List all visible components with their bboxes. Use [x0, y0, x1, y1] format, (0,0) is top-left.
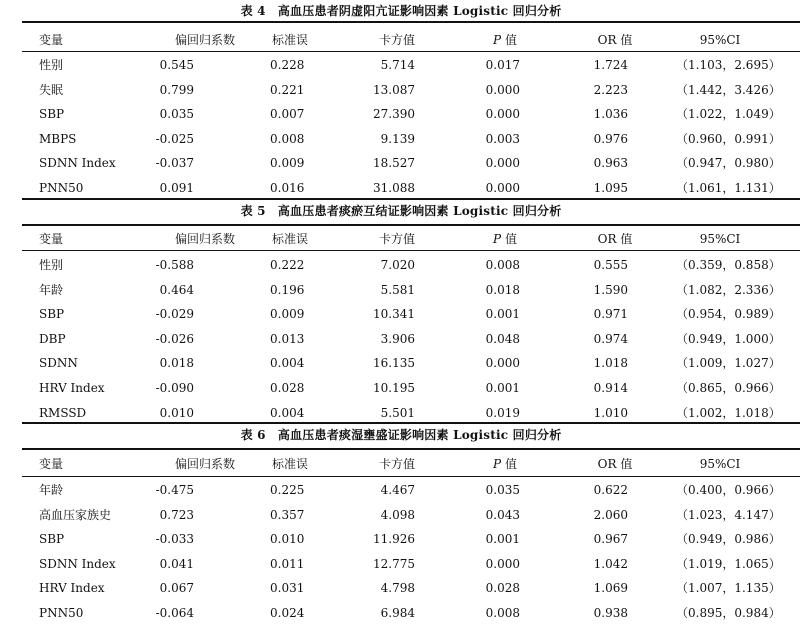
cell-ci: （0.954，0.989） — [676, 307, 781, 322]
cell-variable: 失眠 — [39, 82, 64, 97]
cell-p-value: 0.003 — [485, 131, 520, 146]
cell-std-error: 0.221 — [270, 82, 305, 97]
cell-p-value: 0.017 — [485, 58, 520, 72]
cell-std-error: 0.009 — [270, 307, 305, 322]
cell-variable: SBP — [39, 107, 65, 122]
cell-coefficient: 0.010 — [159, 405, 194, 420]
cell-p-value: 0.000 — [485, 356, 520, 371]
cell-std-error: 0.011 — [270, 556, 305, 571]
header-or: OR 值 — [597, 457, 633, 471]
cell-p-value: 0.008 — [485, 606, 520, 620]
cell-p-value: 0.000 — [485, 181, 520, 195]
cell-chi-square: 16.135 — [373, 356, 415, 371]
table-row — [0, 78, 802, 102]
table-row — [0, 327, 802, 351]
header-p-suffix: 值 — [501, 33, 517, 47]
cell-chi-square: 10.341 — [373, 307, 415, 322]
table-row — [0, 351, 802, 375]
cell-chi-square: 5.581 — [380, 282, 415, 297]
cell-std-error: 0.008 — [270, 131, 305, 146]
cell-ci: （1.022，1.049） — [676, 107, 781, 122]
cell-std-error: 0.357 — [270, 507, 305, 522]
cell-ci: （1.103，2.695） — [676, 58, 781, 72]
cell-p-value: 0.048 — [485, 331, 520, 346]
cell-p-value: 0.028 — [485, 581, 520, 596]
cell-or: 0.971 — [593, 307, 628, 322]
cell-ci: （1.061，1.131） — [676, 181, 781, 195]
cell-std-error: 0.228 — [270, 58, 305, 72]
cell-ci: （0.960，0.991） — [676, 131, 781, 146]
cell-coefficient: -0.025 — [155, 131, 194, 146]
table-row — [0, 503, 802, 527]
cell-or: 1.590 — [593, 282, 628, 297]
cell-coefficient: 0.545 — [159, 58, 194, 72]
header-p-letter: P — [493, 457, 502, 471]
cell-chi-square: 12.775 — [373, 556, 415, 571]
header-std-error: 标准误 — [271, 33, 308, 47]
header-ci: 95%CI — [699, 33, 741, 47]
cell-variable: MBPS — [39, 131, 77, 146]
cell-p-value: 0.001 — [485, 532, 520, 547]
cell-coefficient: 0.041 — [159, 556, 194, 571]
cell-chi-square: 4.098 — [380, 507, 415, 522]
cell-variable: HRV Index — [39, 381, 105, 395]
cell-variable: DBP — [39, 331, 66, 346]
cell-ci: （1.023，4.147） — [676, 507, 781, 522]
cell-or: 1.036 — [593, 107, 628, 122]
cell-coefficient: -0.475 — [155, 483, 194, 497]
cell-p-value: 0.000 — [485, 556, 520, 571]
cell-chi-square: 5.714 — [380, 58, 415, 72]
cell-or: 1.724 — [593, 58, 628, 72]
table-row — [0, 376, 802, 400]
cell-variable: PNN50 — [39, 181, 84, 195]
cell-ci: （0.949，1.000） — [676, 331, 781, 346]
table-row — [0, 401, 802, 425]
cell-p-value: 0.001 — [485, 381, 520, 395]
table-caption: 表 5 高血压患者痰瘀互结证影响因素 Logistic 回归分析 — [240, 204, 562, 218]
cell-p-value: 0.008 — [485, 258, 520, 272]
cell-or: 0.967 — [593, 532, 628, 547]
cell-ci: （1.002，1.018） — [676, 405, 781, 420]
cell-ci: （1.082，2.336） — [676, 282, 781, 297]
cell-variable: SBP — [39, 532, 65, 547]
header-variable: 变量 — [39, 232, 64, 246]
cell-ci: （1.442，3.426） — [676, 82, 781, 97]
header-variable: 变量 — [39, 33, 64, 47]
cell-or: 0.914 — [593, 381, 628, 395]
cell-p-value: 0.043 — [485, 507, 520, 522]
header-p-suffix: 值 — [501, 457, 517, 471]
cell-chi-square: 31.088 — [373, 181, 415, 195]
cell-p-value: 0.000 — [485, 156, 520, 171]
table-caption: 表 6 高血压患者痰湿壅盛证影响因素 Logistic 回归分析 — [240, 428, 562, 442]
table-row — [0, 102, 802, 126]
table-row — [0, 601, 802, 625]
cell-p-value: 0.018 — [485, 282, 520, 297]
cell-variable: SDNN — [39, 356, 78, 371]
cell-coefficient: -0.037 — [155, 156, 194, 171]
cell-std-error: 0.004 — [270, 405, 305, 420]
table-header-rule — [22, 476, 800, 477]
cell-chi-square: 11.926 — [373, 532, 415, 547]
header-std-error: 标准误 — [271, 457, 308, 471]
cell-variable: SDNN Index — [39, 556, 116, 571]
cell-or: 0.974 — [593, 331, 628, 346]
header-p-letter: P — [493, 33, 502, 47]
cell-coefficient: 0.799 — [159, 82, 194, 97]
header-ci: 95%CI — [699, 232, 741, 246]
cell-coefficient: -0.090 — [155, 381, 194, 395]
cell-ci: （0.865，0.966） — [676, 381, 781, 395]
cell-chi-square: 5.501 — [380, 405, 415, 420]
cell-coefficient: 0.067 — [159, 581, 194, 596]
table-header-rule — [22, 51, 800, 52]
table-top-rule — [22, 21, 800, 23]
header-chi-square: 卡方值 — [378, 33, 415, 47]
table-caption: 表 4 高血压患者阴虚阳亢证影响因素 Logistic 回归分析 — [240, 4, 562, 18]
cell-ci: （1.009，1.027） — [676, 356, 781, 371]
cell-coefficient: 0.035 — [159, 107, 194, 122]
cell-std-error: 0.010 — [270, 532, 305, 547]
table-row — [0, 527, 802, 551]
cell-chi-square: 6.984 — [380, 606, 415, 620]
cell-or: 1.095 — [593, 181, 628, 195]
cell-variable: 性别 — [39, 58, 64, 72]
cell-or: 0.976 — [593, 131, 628, 146]
cell-std-error: 0.013 — [270, 331, 305, 346]
header-std-error: 标准误 — [271, 232, 308, 246]
cell-or: 2.223 — [593, 82, 628, 97]
header-p-value — [480, 28, 530, 52]
header-p-value — [480, 452, 530, 476]
header-coefficient: 偏回归系数 — [174, 232, 235, 246]
cell-or: 1.069 — [593, 581, 628, 596]
cell-coefficient: 0.464 — [159, 282, 194, 297]
cell-or: 0.622 — [593, 483, 628, 497]
table-row — [0, 151, 802, 175]
cell-or: 0.963 — [593, 156, 628, 171]
cell-chi-square: 13.087 — [373, 82, 415, 97]
header-or: OR 值 — [597, 33, 633, 47]
cell-variable: 年龄 — [39, 483, 64, 497]
cell-coefficient: -0.029 — [155, 307, 194, 322]
cell-coefficient: -0.064 — [155, 606, 194, 620]
table-row — [0, 127, 802, 151]
table-header-row — [0, 28, 802, 52]
header-variable: 变量 — [39, 457, 64, 471]
cell-variable: HRV Index — [39, 581, 105, 596]
cell-chi-square: 4.467 — [380, 483, 415, 497]
cell-variable: 性别 — [39, 258, 64, 272]
cell-std-error: 0.007 — [270, 107, 305, 122]
cell-variable: PNN50 — [39, 606, 84, 620]
cell-coefficient: 0.091 — [159, 181, 194, 195]
table-row — [0, 253, 802, 277]
cell-variable: SDNN Index — [39, 156, 116, 171]
cell-ci: （1.019，1.065） — [676, 556, 781, 571]
cell-std-error: 0.004 — [270, 356, 305, 371]
table-row — [0, 552, 802, 576]
cell-p-value: 0.035 — [485, 483, 520, 497]
cell-p-value: 0.000 — [485, 107, 520, 122]
cell-coefficient: 0.018 — [159, 356, 194, 371]
table-bottom-rule — [22, 198, 800, 200]
cell-chi-square: 4.798 — [380, 581, 415, 596]
table-row — [0, 576, 802, 600]
cell-variable: 年龄 — [39, 282, 64, 297]
cell-p-value: 0.001 — [485, 307, 520, 322]
table-header-rule — [22, 250, 800, 251]
cell-chi-square: 27.390 — [373, 107, 415, 122]
cell-ci: （1.007，1.135） — [676, 581, 781, 596]
header-p-suffix: 值 — [501, 232, 517, 246]
table-row — [0, 176, 802, 200]
cell-chi-square: 10.195 — [373, 381, 415, 395]
cell-ci: （0.949，0.986） — [676, 532, 781, 547]
cell-coefficient: -0.026 — [155, 331, 194, 346]
table-header-row — [0, 227, 802, 251]
table-bottom-rule — [22, 422, 800, 424]
cell-std-error: 0.028 — [270, 381, 305, 395]
cell-chi-square: 3.906 — [380, 331, 415, 346]
cell-or: 1.010 — [593, 405, 628, 420]
header-ci: 95%CI — [699, 457, 741, 471]
cell-or: 0.938 — [593, 606, 628, 620]
header-or: OR 值 — [597, 232, 633, 246]
cell-p-value: 0.000 — [485, 82, 520, 97]
table-row — [0, 302, 802, 326]
table-top-rule — [22, 224, 800, 226]
header-p-value — [480, 227, 530, 251]
cell-ci: （0.895，0.984） — [676, 606, 781, 620]
cell-std-error: 0.225 — [270, 483, 305, 497]
header-chi-square: 卡方值 — [378, 232, 415, 246]
cell-chi-square: 9.139 — [380, 131, 415, 146]
cell-ci: （0.400，0.966） — [676, 483, 781, 497]
cell-or: 2.060 — [593, 507, 628, 522]
cell-ci: （0.947，0.980） — [676, 156, 781, 171]
cell-variable: SBP — [39, 307, 65, 322]
cell-std-error: 0.222 — [270, 258, 305, 272]
cell-chi-square: 18.527 — [373, 156, 415, 171]
cell-p-value: 0.019 — [485, 405, 520, 420]
cell-variable: 高血压家族史 — [39, 507, 112, 522]
table-row — [0, 478, 802, 502]
cell-std-error: 0.016 — [270, 181, 305, 195]
cell-variable: RMSSD — [39, 405, 87, 420]
header-p-letter: P — [493, 232, 502, 246]
table-row — [0, 53, 802, 77]
cell-or: 0.555 — [593, 258, 628, 272]
cell-or: 1.042 — [593, 556, 628, 571]
cell-coefficient: 0.723 — [159, 507, 194, 522]
header-chi-square: 卡方值 — [378, 457, 415, 471]
cell-coefficient: -0.033 — [155, 532, 194, 547]
cell-coefficient: -0.588 — [155, 258, 194, 272]
cell-chi-square: 7.020 — [380, 258, 415, 272]
table-header-row — [0, 452, 802, 476]
cell-std-error: 0.024 — [270, 606, 305, 620]
cell-std-error: 0.009 — [270, 156, 305, 171]
cell-std-error: 0.196 — [270, 282, 305, 297]
header-coefficient: 偏回归系数 — [174, 33, 235, 47]
cell-ci: （0.359，0.858） — [676, 258, 781, 272]
table-top-rule — [22, 448, 800, 450]
table-row — [0, 278, 802, 302]
cell-or: 1.018 — [593, 356, 628, 371]
cell-std-error: 0.031 — [270, 581, 305, 596]
header-coefficient: 偏回归系数 — [174, 457, 235, 471]
